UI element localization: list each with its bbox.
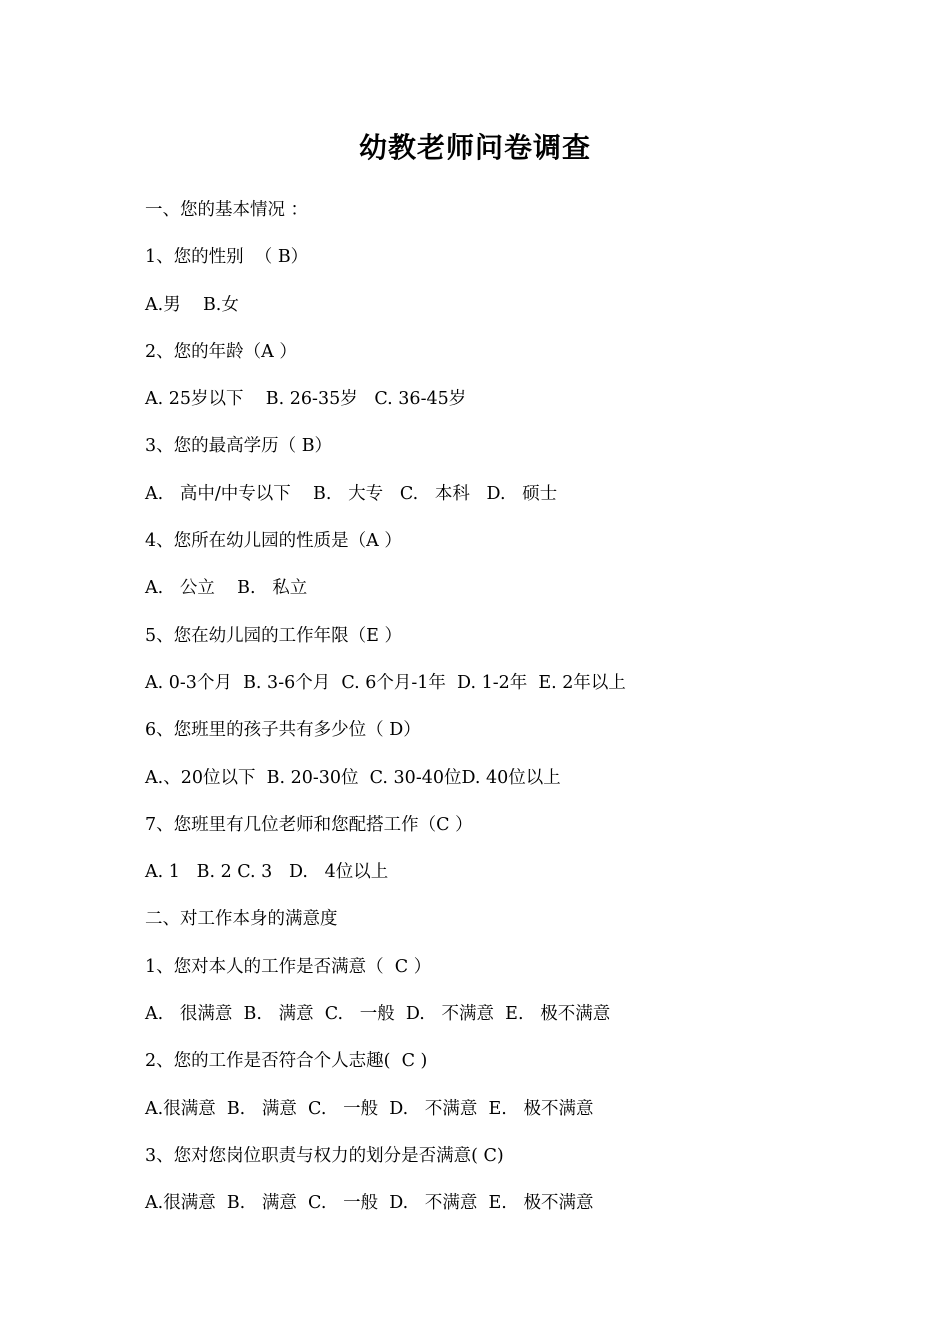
question-kindergarten-type: 4、您所在幼儿园的性质是（A ）	[145, 531, 402, 552]
options-age: A. 25岁以下 B. 26-35岁 C. 36-45岁	[145, 389, 467, 410]
options-co-teachers: A. 1 B. 2 C. 3 D. 4位以上	[145, 862, 389, 883]
questionnaire-body	[145, 195, 865, 1236]
question-class-size: 6、您班里的孩子共有多少位（ D）	[145, 720, 421, 741]
question-interest-fit: 2、您的工作是否符合个人志趣( C )	[145, 1051, 428, 1072]
options-education: A. 高中/中专以下 B. 大专 C. 本科 D. 硕士	[145, 483, 558, 504]
options-kindergarten-type: A. 公立 B. 私立	[145, 578, 308, 599]
options-gender: A.男 B.女	[145, 294, 239, 315]
question-work-years: 5、您在幼儿园的工作年限（E ）	[145, 625, 402, 646]
options-class-size: A.、20位以下 B. 20-30位 C. 30-40位D. 40位以上	[145, 767, 561, 788]
options-work-years: A. 0-3个月 B. 3-6个月 C. 6个月-1年 D. 1-2年 E. 2年以上	[145, 672, 626, 693]
page-title: 幼教老师问卷调查	[358, 131, 591, 164]
question-job-satisfaction: 1、您对本人的工作是否满意（ C ）	[145, 956, 432, 977]
section-heading-basic-info: 一、您的基本情况 ：	[145, 200, 309, 220]
section-heading-job-satisfaction: 二、对工作本身的满意度	[145, 909, 338, 930]
question-co-teachers: 7、您班里有几位老师和您配搭工作（C ）	[145, 814, 473, 835]
question-gender: 1、您的性别 （ B）	[145, 247, 309, 268]
question-education: 3、您的最高学历（ B）	[145, 436, 333, 457]
question-age: 2、您的年龄（A ）	[145, 341, 297, 362]
question-responsibility-division: 3、您对您岗位职责与权力的划分是否满意( C)	[145, 1145, 504, 1166]
options-job-satisfaction: A. 很满意 B. 满意 C. 一般 D. 不满意 E. 极不满意	[145, 1004, 611, 1025]
options-responsibility-division: A.很满意 B. 满意 C. 一般 D. 不满意 E. 极不满意	[145, 1193, 594, 1214]
options-interest-fit: A.很满意 B. 满意 C. 一般 D. 不满意 E. 极不满意	[145, 1098, 594, 1119]
